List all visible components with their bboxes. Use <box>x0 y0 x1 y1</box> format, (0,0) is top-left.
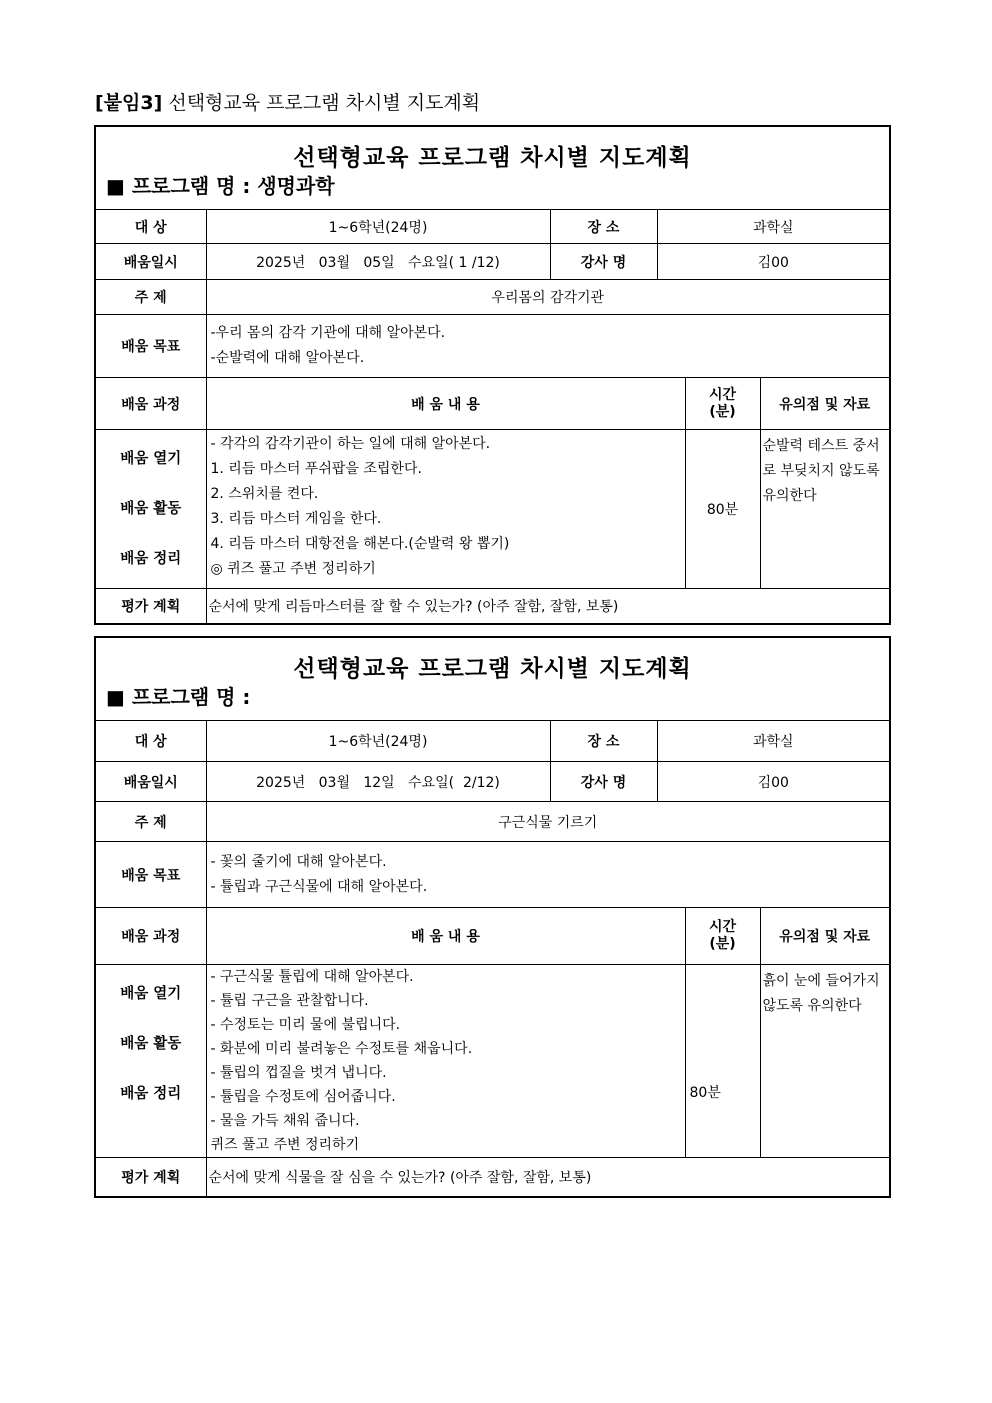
process-label: 배움 과정 <box>95 378 206 430</box>
content-list <box>206 965 685 1158</box>
content-list <box>206 430 685 589</box>
place-label: 장 소 <box>550 721 657 762</box>
eval-value: 순서에 맞게 리듬마스터를 잘 할 수 있는가? (아주 잘함, 잘함, 보통) <box>206 589 890 624</box>
content-item: ◎ 퀴즈 풀고 주변 정리하기 <box>210 561 376 577</box>
stage-list <box>95 965 206 1158</box>
attachment-tag: [붙임3] <box>95 92 163 114</box>
target-value: 1~6학년(24명) <box>206 721 550 762</box>
goal-item: - 튤립과 구근식물에 대해 알아본다. <box>210 878 428 895</box>
theme-value: 우리몸의 감각기관 <box>206 280 890 315</box>
goal-label: 배움 목표 <box>95 315 206 378</box>
notes-label: 유의점 및 자료 <box>760 378 890 430</box>
plan-title-block <box>95 637 890 721</box>
target-label: 대 상 <box>95 210 206 244</box>
target-label: 대 상 <box>95 721 206 762</box>
time-label: 시간 (분) <box>685 908 760 965</box>
goal-item: -순발력에 대해 알아본다. <box>210 350 365 366</box>
content-item: - 물을 가득 채워 줍니다. <box>210 1113 360 1129</box>
teacher-label: 강사 명 <box>550 244 657 280</box>
plan-title-block <box>95 126 890 210</box>
date-value: 2025년 03월 05일 수요일( 1 /12) <box>206 244 550 280</box>
content-item: 4. 리듬 마스터 대항전을 해본다.(순발력 왕 뽑기) <box>210 536 510 552</box>
date-label: 배움일시 <box>95 762 206 802</box>
content-item: 2. 스위치를 켠다. <box>210 486 319 502</box>
content-item: - 화분에 미리 불려놓은 수정토를 채웁니다. <box>210 1041 473 1057</box>
date-value: 2025년 03월 12일 수요일( 2/12) <box>206 762 550 802</box>
content-label: 배 움 내 용 <box>206 908 685 965</box>
content-item: - 튤립을 수정토에 심어줍니다. <box>210 1089 396 1105</box>
time-value: 80분 <box>685 965 760 1158</box>
goal-item: -우리 몸의 감각 기관에 대해 알아본다. <box>210 325 446 341</box>
content-label: 배 움 내 용 <box>206 378 685 430</box>
date-label: 배움일시 <box>95 244 206 280</box>
place-label: 장 소 <box>550 210 657 244</box>
content-item: 퀴즈 풀고 주변 정리하기 <box>210 1137 360 1153</box>
content-item: - 튤립의 껍질을 벗겨 냅니다. <box>210 1065 387 1081</box>
eval-value: 순서에 맞게 식물을 잘 심을 수 있는가? (아주 잘함, 잘함, 보통) <box>206 1158 890 1197</box>
goal-label: 배움 목표 <box>95 842 206 908</box>
content-item: - 튤립 구근을 관찰합니다. <box>210 993 369 1009</box>
goal-item: - 꽃의 줄기에 대해 알아본다. <box>210 853 387 870</box>
theme-label: 주 제 <box>95 280 206 315</box>
place-value: 과학실 <box>657 210 890 244</box>
stage-list <box>95 430 206 589</box>
stage-open: 배움 열기 <box>120 451 182 467</box>
program-name: ■ 프로그램 명 : 생명과학 <box>106 174 335 198</box>
place-value: 과학실 <box>657 721 890 762</box>
stage-close: 배움 정리 <box>120 551 182 567</box>
program-name: ■ 프로그램 명 : <box>106 685 251 709</box>
notes-value: 순발력 테스트 중서로 부딪치지 않도록 유의한다 <box>760 430 890 589</box>
target-value: 1~6학년(24명) <box>206 210 550 244</box>
goal-list <box>206 842 890 908</box>
document-title: 선택형교육 프로그램 차시별 지도계획 <box>168 92 481 114</box>
process-label: 배움 과정 <box>95 908 206 965</box>
teacher-label: 강사 명 <box>550 762 657 802</box>
stage-open: 배움 열기 <box>120 986 182 1002</box>
content-item: 3. 리듬 마스터 게임을 한다. <box>210 511 382 527</box>
time-label: 시간 (분) <box>685 378 760 430</box>
notes-value: 흙이 눈에 들어가지 않도록 유의한다 <box>760 965 890 1158</box>
content-item: 1. 리듬 마스터 푸쉬팝을 조립한다. <box>210 461 422 477</box>
content-item: - 각각의 감각기관이 하는 일에 대해 알아본다. <box>210 436 491 452</box>
theme-value: 구근식물 기르기 <box>206 802 890 842</box>
theme-label: 주 제 <box>95 802 206 842</box>
teacher-value: 김00 <box>657 762 890 802</box>
lesson-plan-2 <box>94 636 891 1198</box>
eval-label: 평가 계획 <box>95 589 206 624</box>
notes-label: 유의점 및 자료 <box>760 908 890 965</box>
content-item: - 구근식물 튤립에 대해 알아본다. <box>210 969 414 985</box>
stage-activity: 배움 활동 <box>120 501 182 517</box>
stage-activity: 배움 활동 <box>120 1036 182 1052</box>
plan-title: 선택형교육 프로그램 차시별 지도계획 <box>293 145 692 171</box>
plan-title: 선택형교육 프로그램 차시별 지도계획 <box>293 656 692 682</box>
eval-label: 평가 계획 <box>95 1158 206 1197</box>
stage-close: 배움 정리 <box>120 1086 182 1102</box>
content-item: - 수정토는 미리 물에 불립니다. <box>210 1017 401 1033</box>
lesson-plan-1 <box>94 125 891 625</box>
goal-list <box>206 315 890 378</box>
document-header <box>95 88 480 115</box>
teacher-value: 김00 <box>657 244 890 280</box>
time-value: 80분 <box>685 430 760 589</box>
